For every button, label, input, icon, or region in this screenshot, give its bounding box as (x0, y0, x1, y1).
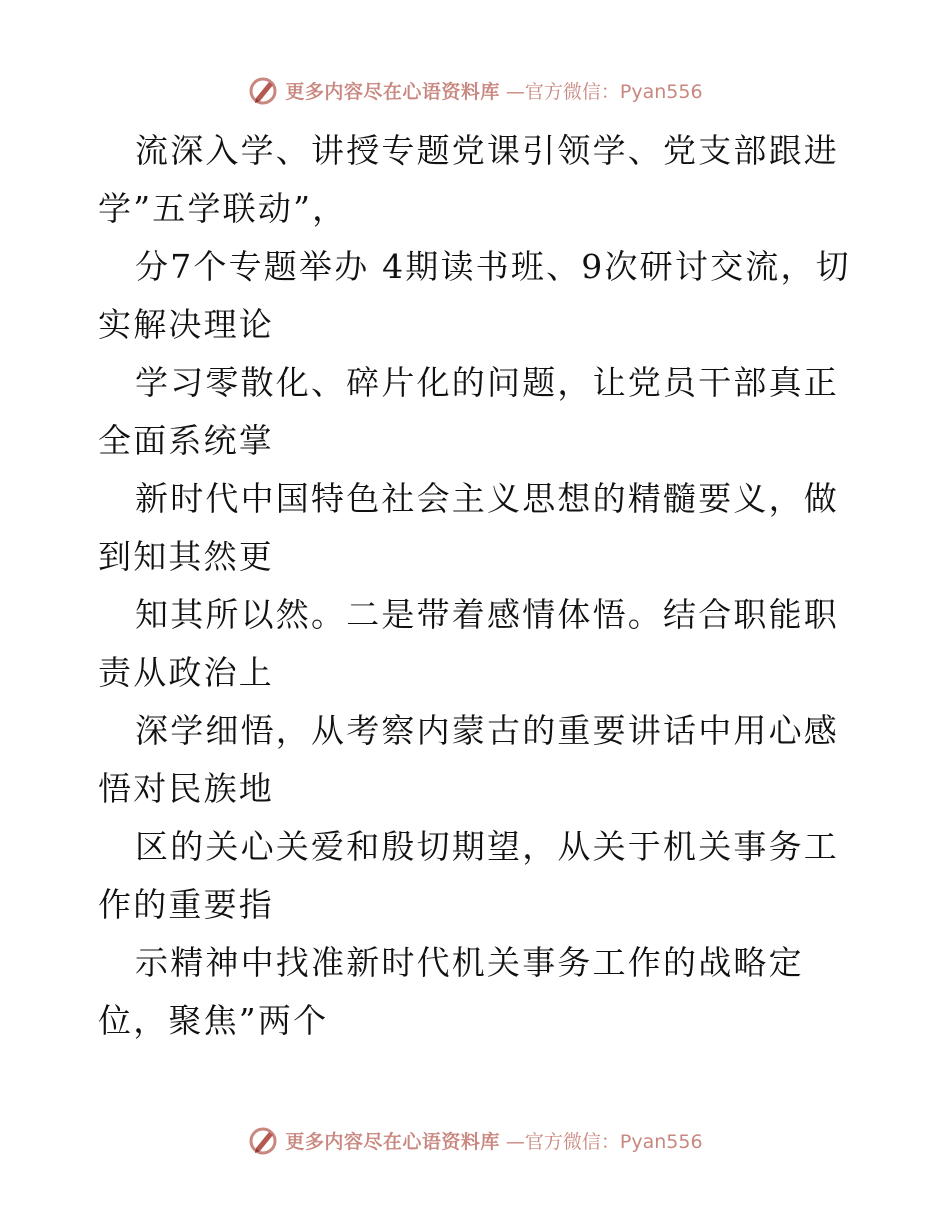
header-brand-text: 更多内容尽在心语资料库 (285, 80, 500, 103)
footer-watermark (0, 1120, 950, 1160)
header-contact-text: —官方微信：Pyan556 (505, 80, 703, 103)
footer-contact-text: —官方微信：Pyan556 (505, 1130, 703, 1153)
paragraph-8: 示精神中找准新时代机关事务工作的战略定位，聚焦”两个 (98, 943, 804, 1040)
paragraph-3: 学习零散化、碎片化的问题，让党员干部真正全面系统掌 (98, 363, 839, 460)
paragraph-1: 流深入学、讲授专题党课引领学、党支部跟进学”五学联动”， (98, 131, 839, 228)
paragraph-4: 新时代中国特色社会主义思想的精髓要义，做到知其然更 (98, 479, 839, 576)
paragraph-6: 深学细悟，从考察内蒙古的重要讲话中用心感悟对民族地 (98, 711, 839, 808)
document-body (98, 122, 858, 1050)
paragraph-5: 知其所以然。二是带着感情体悟。结合职能职责从政治上 (98, 595, 839, 692)
paragraph-2: 分7个专题举办 4期读书班、9次研讨交流，切实解决理论 (98, 247, 851, 344)
pen-nib-circle-icon (247, 1124, 279, 1156)
pen-nib-circle-icon (247, 74, 279, 106)
header-watermark (0, 70, 950, 110)
footer-brand-text: 更多内容尽在心语资料库 (285, 1130, 500, 1153)
paragraph-7: 区的关心关爱和殷切期望，从关于机关事务工作的重要指 (98, 827, 839, 924)
